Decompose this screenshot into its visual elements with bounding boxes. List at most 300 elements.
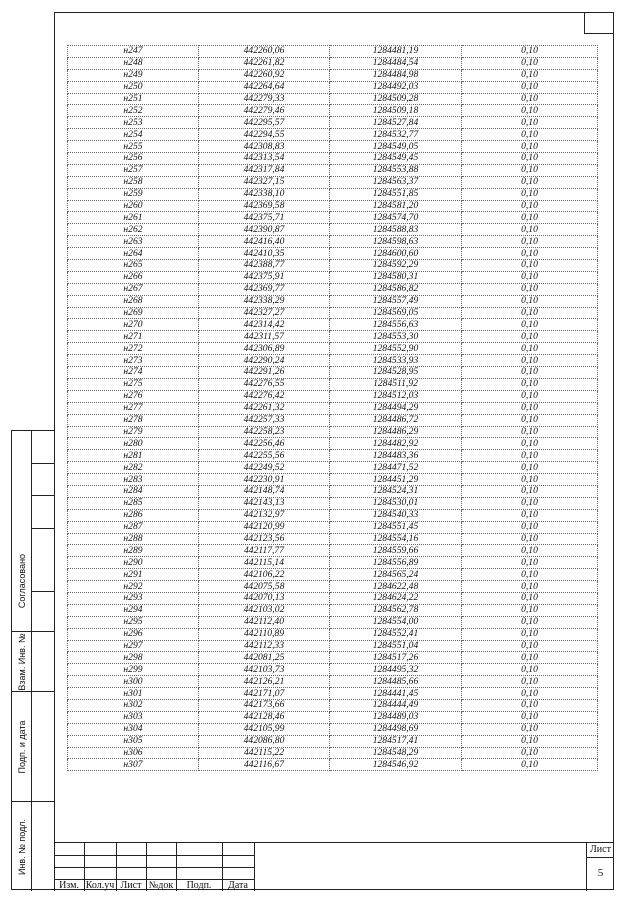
sheet-label: Лист bbox=[590, 844, 611, 855]
y-coord-cell: 1284527,84 bbox=[330, 117, 462, 129]
y-coord-cell: 1284517,41 bbox=[330, 735, 462, 747]
corner-box bbox=[584, 12, 614, 34]
x-coord-cell: 442255,56 bbox=[199, 450, 330, 462]
x-coord-cell: 442173,66 bbox=[199, 699, 330, 711]
y-coord-cell: 1284517,26 bbox=[330, 652, 462, 664]
table-row bbox=[68, 569, 598, 581]
table-row bbox=[68, 509, 598, 521]
accuracy-cell: 0,10 bbox=[462, 735, 598, 747]
accuracy-cell: 0,10 bbox=[462, 212, 598, 224]
x-coord-cell: 442105,99 bbox=[199, 723, 330, 735]
point-name-cell: н283 bbox=[68, 474, 199, 486]
accuracy-cell: 0,10 bbox=[462, 141, 598, 153]
x-coord-cell: 442116,67 bbox=[199, 759, 330, 771]
y-coord-cell: 1284624,22 bbox=[330, 592, 462, 604]
y-coord-cell: 1284556,63 bbox=[330, 319, 462, 331]
side-stamp bbox=[11, 430, 54, 890]
point-name-cell: н279 bbox=[68, 426, 199, 438]
x-coord-cell: 442375,71 bbox=[199, 212, 330, 224]
table-row bbox=[68, 153, 598, 165]
y-coord-cell: 1284471,52 bbox=[330, 462, 462, 474]
accuracy-cell: 0,10 bbox=[462, 295, 598, 307]
y-coord-cell: 1284569,05 bbox=[330, 307, 462, 319]
point-name-cell: н249 bbox=[68, 69, 199, 81]
x-coord-cell: 442106,22 bbox=[199, 569, 330, 581]
x-coord-cell: 442070,13 bbox=[199, 592, 330, 604]
point-name-cell: н304 bbox=[68, 723, 199, 735]
x-coord-cell: 442115,22 bbox=[199, 747, 330, 759]
table-row bbox=[68, 604, 598, 616]
point-name-cell: н273 bbox=[68, 355, 199, 367]
table-row bbox=[68, 485, 598, 497]
y-coord-cell: 1284511,92 bbox=[330, 378, 462, 390]
x-coord-cell: 442375,91 bbox=[199, 271, 330, 283]
accuracy-cell: 0,10 bbox=[462, 462, 598, 474]
table-row bbox=[68, 271, 598, 283]
accuracy-cell: 0,10 bbox=[462, 711, 598, 723]
table-row bbox=[68, 69, 598, 81]
y-coord-cell: 1284528,95 bbox=[330, 367, 462, 379]
accuracy-cell: 0,10 bbox=[462, 569, 598, 581]
table-row bbox=[68, 747, 598, 759]
accuracy-cell: 0,10 bbox=[462, 236, 598, 248]
x-coord-cell: 442294,55 bbox=[199, 129, 330, 141]
y-coord-cell: 1284484,54 bbox=[330, 57, 462, 69]
x-coord-cell: 442123,56 bbox=[199, 533, 330, 545]
accuracy-cell: 0,10 bbox=[462, 723, 598, 735]
x-coord-cell: 442148,74 bbox=[199, 485, 330, 497]
accuracy-cell: 0,10 bbox=[462, 509, 598, 521]
point-name-cell: н267 bbox=[68, 283, 199, 295]
x-coord-cell: 442256,46 bbox=[199, 438, 330, 450]
y-coord-cell: 1284553,88 bbox=[330, 164, 462, 176]
table-row bbox=[68, 699, 598, 711]
point-name-cell: н298 bbox=[68, 652, 199, 664]
point-name-cell: н252 bbox=[68, 105, 199, 117]
point-name-cell: н272 bbox=[68, 343, 199, 355]
point-name-cell: н266 bbox=[68, 271, 199, 283]
x-coord-cell: 442390,87 bbox=[199, 224, 330, 236]
accuracy-cell: 0,10 bbox=[462, 378, 598, 390]
x-coord-cell: 442279,46 bbox=[199, 105, 330, 117]
x-coord-cell: 442171,07 bbox=[199, 688, 330, 700]
x-coord-cell: 442308,83 bbox=[199, 141, 330, 153]
y-coord-cell: 1284574,70 bbox=[330, 212, 462, 224]
x-coord-cell: 442276,55 bbox=[199, 378, 330, 390]
accuracy-cell: 0,10 bbox=[462, 676, 598, 688]
table-row bbox=[68, 533, 598, 545]
y-coord-cell: 1284486,72 bbox=[330, 414, 462, 426]
point-name-cell: н254 bbox=[68, 129, 199, 141]
point-name-cell: н286 bbox=[68, 509, 199, 521]
point-name-cell: н261 bbox=[68, 212, 199, 224]
point-name-cell: н264 bbox=[68, 248, 199, 260]
point-name-cell: н292 bbox=[68, 581, 199, 593]
y-coord-cell: 1284551,45 bbox=[330, 521, 462, 533]
accuracy-cell: 0,10 bbox=[462, 367, 598, 379]
accuracy-cell: 0,10 bbox=[462, 485, 598, 497]
accuracy-cell: 0,10 bbox=[462, 497, 598, 509]
x-coord-cell: 442230,91 bbox=[199, 474, 330, 486]
accuracy-cell: 0,10 bbox=[462, 521, 598, 533]
table-row bbox=[68, 236, 598, 248]
accuracy-cell: 0,10 bbox=[462, 604, 598, 616]
header-sheet: Лист bbox=[120, 880, 142, 891]
accuracy-cell: 0,10 bbox=[462, 176, 598, 188]
table-row bbox=[68, 343, 598, 355]
x-coord-cell: 442075,58 bbox=[199, 581, 330, 593]
table-row bbox=[68, 390, 598, 402]
table-row bbox=[68, 117, 598, 129]
accuracy-cell: 0,10 bbox=[462, 307, 598, 319]
x-coord-cell: 442103,02 bbox=[199, 604, 330, 616]
x-coord-cell: 442291,26 bbox=[199, 367, 330, 379]
accuracy-cell: 0,10 bbox=[462, 450, 598, 462]
point-name-cell: н299 bbox=[68, 664, 199, 676]
point-name-cell: н258 bbox=[68, 176, 199, 188]
y-coord-cell: 1284512,03 bbox=[330, 390, 462, 402]
accuracy-cell: 0,10 bbox=[462, 283, 598, 295]
y-coord-cell: 1284552,41 bbox=[330, 628, 462, 640]
y-coord-cell: 1284551,04 bbox=[330, 640, 462, 652]
y-coord-cell: 1284600,60 bbox=[330, 248, 462, 260]
point-name-cell: н301 bbox=[68, 688, 199, 700]
y-coord-cell: 1284554,16 bbox=[330, 533, 462, 545]
y-coord-cell: 1284524,31 bbox=[330, 485, 462, 497]
y-coord-cell: 1284592,29 bbox=[330, 260, 462, 272]
x-coord-cell: 442126,21 bbox=[199, 676, 330, 688]
table-row bbox=[68, 212, 598, 224]
point-name-cell: н289 bbox=[68, 545, 199, 557]
x-coord-cell: 442110,89 bbox=[199, 628, 330, 640]
point-name-cell: н294 bbox=[68, 604, 199, 616]
x-coord-cell: 442276,42 bbox=[199, 390, 330, 402]
y-coord-cell: 1284559,66 bbox=[330, 545, 462, 557]
table-row bbox=[68, 628, 598, 640]
x-coord-cell: 442120,99 bbox=[199, 521, 330, 533]
point-name-cell: н247 bbox=[68, 46, 199, 58]
x-coord-cell: 442279,33 bbox=[199, 93, 330, 105]
accuracy-cell: 0,10 bbox=[462, 414, 598, 426]
inv-replace-cell bbox=[12, 631, 55, 691]
y-coord-cell: 1284482,92 bbox=[330, 438, 462, 450]
accuracy-cell: 0,10 bbox=[462, 474, 598, 486]
table-row bbox=[68, 592, 598, 604]
x-coord-cell: 442314,42 bbox=[199, 319, 330, 331]
x-coord-cell: 442257,33 bbox=[199, 414, 330, 426]
y-coord-cell: 1284509,28 bbox=[330, 93, 462, 105]
point-name-cell: н275 bbox=[68, 378, 199, 390]
accuracy-cell: 0,10 bbox=[462, 117, 598, 129]
inv-replace-label: Взам. Инв. № bbox=[16, 632, 27, 691]
accuracy-cell: 0,10 bbox=[462, 699, 598, 711]
point-name-cell: н276 bbox=[68, 390, 199, 402]
x-coord-cell: 442290,24 bbox=[199, 355, 330, 367]
y-coord-cell: 1284481,19 bbox=[330, 46, 462, 58]
page-frame bbox=[54, 12, 614, 890]
y-coord-cell: 1284581,20 bbox=[330, 200, 462, 212]
point-name-cell: н277 bbox=[68, 402, 199, 414]
point-name-cell: н290 bbox=[68, 557, 199, 569]
accuracy-cell: 0,10 bbox=[462, 640, 598, 652]
x-coord-cell: 442128,46 bbox=[199, 711, 330, 723]
accuracy-cell: 0,10 bbox=[462, 426, 598, 438]
y-coord-cell: 1284489,03 bbox=[330, 711, 462, 723]
accuracy-cell: 0,10 bbox=[462, 188, 598, 200]
y-coord-cell: 1284552,90 bbox=[330, 343, 462, 355]
x-coord-cell: 442261,82 bbox=[199, 57, 330, 69]
title-block bbox=[54, 842, 614, 890]
point-name-cell: н293 bbox=[68, 592, 199, 604]
table-row bbox=[68, 688, 598, 700]
accuracy-cell: 0,10 bbox=[462, 664, 598, 676]
accuracy-cell: 0,10 bbox=[462, 533, 598, 545]
point-name-cell: н270 bbox=[68, 319, 199, 331]
y-coord-cell: 1284441,45 bbox=[330, 688, 462, 700]
table-row bbox=[68, 557, 598, 569]
y-coord-cell: 1284483,36 bbox=[330, 450, 462, 462]
y-coord-cell: 1284580,31 bbox=[330, 271, 462, 283]
revision-grid bbox=[54, 843, 254, 891]
x-coord-cell: 442260,92 bbox=[199, 69, 330, 81]
x-coord-cell: 442311,57 bbox=[199, 331, 330, 343]
table-row bbox=[68, 450, 598, 462]
table-row bbox=[68, 474, 598, 486]
accuracy-cell: 0,10 bbox=[462, 81, 598, 93]
table-row bbox=[68, 676, 598, 688]
sheet-box bbox=[586, 843, 614, 891]
x-coord-cell: 442317,84 bbox=[199, 164, 330, 176]
accuracy-cell: 0,10 bbox=[462, 759, 598, 771]
accuracy-cell: 0,10 bbox=[462, 747, 598, 759]
inv-replace-value bbox=[32, 632, 55, 691]
y-coord-cell: 1284551,85 bbox=[330, 188, 462, 200]
table-row bbox=[68, 616, 598, 628]
x-coord-cell: 442416,40 bbox=[199, 236, 330, 248]
table-row bbox=[68, 81, 598, 93]
table-row bbox=[68, 581, 598, 593]
accuracy-cell: 0,10 bbox=[462, 271, 598, 283]
agreed-cell bbox=[12, 431, 55, 631]
x-coord-cell: 442388,77 bbox=[199, 260, 330, 272]
y-coord-cell: 1284540,33 bbox=[330, 509, 462, 521]
y-coord-cell: 1284444,49 bbox=[330, 699, 462, 711]
table-row bbox=[68, 462, 598, 474]
y-coord-cell: 1284549,05 bbox=[330, 141, 462, 153]
y-coord-cell: 1284549,45 bbox=[330, 153, 462, 165]
inv-orig-label: Инв. № подл. bbox=[16, 818, 27, 875]
table-row bbox=[68, 652, 598, 664]
y-coord-cell: 1284563,37 bbox=[330, 176, 462, 188]
y-coord-cell: 1284548,29 bbox=[330, 747, 462, 759]
y-coord-cell: 1284494,29 bbox=[330, 402, 462, 414]
table-row bbox=[68, 129, 598, 141]
point-name-cell: н250 bbox=[68, 81, 199, 93]
x-coord-cell: 442081,25 bbox=[199, 652, 330, 664]
y-coord-cell: 1284586,82 bbox=[330, 283, 462, 295]
point-name-cell: н248 bbox=[68, 57, 199, 69]
table-row bbox=[68, 355, 598, 367]
accuracy-cell: 0,10 bbox=[462, 545, 598, 557]
point-name-cell: н255 bbox=[68, 141, 199, 153]
point-name-cell: н253 bbox=[68, 117, 199, 129]
header-change: Изм. bbox=[59, 880, 79, 891]
accuracy-cell: 0,10 bbox=[462, 93, 598, 105]
table-row bbox=[68, 46, 598, 58]
accuracy-cell: 0,10 bbox=[462, 69, 598, 81]
point-name-cell: н271 bbox=[68, 331, 199, 343]
accuracy-cell: 0,10 bbox=[462, 557, 598, 569]
table-row bbox=[68, 367, 598, 379]
sign-date-value bbox=[32, 692, 55, 801]
table-row bbox=[68, 414, 598, 426]
accuracy-cell: 0,10 bbox=[462, 343, 598, 355]
y-coord-cell: 1284556,89 bbox=[330, 557, 462, 569]
table-row bbox=[68, 426, 598, 438]
table-row bbox=[68, 735, 598, 747]
x-coord-cell: 442260,06 bbox=[199, 46, 330, 58]
table-row bbox=[68, 200, 598, 212]
x-coord-cell: 442086,80 bbox=[199, 735, 330, 747]
accuracy-cell: 0,10 bbox=[462, 592, 598, 604]
header-count: Кол.уч bbox=[85, 880, 115, 891]
y-coord-cell: 1284565,24 bbox=[330, 569, 462, 581]
accuracy-cell: 0,10 bbox=[462, 129, 598, 141]
accuracy-cell: 0,10 bbox=[462, 581, 598, 593]
y-coord-cell: 1284509,18 bbox=[330, 105, 462, 117]
x-coord-cell: 442369,58 bbox=[199, 200, 330, 212]
table-row bbox=[68, 224, 598, 236]
table-row bbox=[68, 438, 598, 450]
table-row bbox=[68, 759, 598, 771]
y-coord-cell: 1284485,66 bbox=[330, 676, 462, 688]
point-name-cell: н307 bbox=[68, 759, 199, 771]
table-row bbox=[68, 105, 598, 117]
x-coord-cell: 442369,77 bbox=[199, 283, 330, 295]
table-row bbox=[68, 664, 598, 676]
point-name-cell: н259 bbox=[68, 188, 199, 200]
point-name-cell: н297 bbox=[68, 640, 199, 652]
accuracy-cell: 0,10 bbox=[462, 438, 598, 450]
header-date: Дата bbox=[228, 880, 248, 891]
x-coord-cell: 442258,23 bbox=[199, 426, 330, 438]
x-coord-cell: 442338,29 bbox=[199, 295, 330, 307]
x-coord-cell: 442132,97 bbox=[199, 509, 330, 521]
table-row bbox=[68, 164, 598, 176]
y-coord-cell: 1284486,29 bbox=[330, 426, 462, 438]
agreed-label: Согласовано bbox=[16, 553, 27, 609]
point-name-cell: н295 bbox=[68, 616, 199, 628]
coordinates-table bbox=[67, 45, 598, 771]
point-name-cell: н300 bbox=[68, 676, 199, 688]
header-sign: Подп. bbox=[186, 880, 212, 891]
table-row bbox=[68, 307, 598, 319]
accuracy-cell: 0,10 bbox=[462, 390, 598, 402]
table-row bbox=[68, 283, 598, 295]
point-name-cell: н306 bbox=[68, 747, 199, 759]
accuracy-cell: 0,10 bbox=[462, 46, 598, 58]
point-name-cell: н303 bbox=[68, 711, 199, 723]
x-coord-cell: 442143,13 bbox=[199, 497, 330, 509]
table-row bbox=[68, 545, 598, 557]
accuracy-cell: 0,10 bbox=[462, 164, 598, 176]
agreed-label-box bbox=[12, 431, 32, 631]
x-coord-cell: 442264,64 bbox=[199, 81, 330, 93]
x-coord-cell: 442410,35 bbox=[199, 248, 330, 260]
accuracy-cell: 0,10 bbox=[462, 200, 598, 212]
x-coord-cell: 442338,10 bbox=[199, 188, 330, 200]
table-row bbox=[68, 188, 598, 200]
y-coord-cell: 1284562,78 bbox=[330, 604, 462, 616]
accuracy-cell: 0,10 bbox=[462, 628, 598, 640]
table-row bbox=[68, 711, 598, 723]
x-coord-cell: 442313,54 bbox=[199, 153, 330, 165]
x-coord-cell: 442115,14 bbox=[199, 557, 330, 569]
table-row bbox=[68, 640, 598, 652]
x-coord-cell: 442261,32 bbox=[199, 402, 330, 414]
y-coord-cell: 1284451,29 bbox=[330, 474, 462, 486]
table-row bbox=[68, 93, 598, 105]
table-row bbox=[68, 176, 598, 188]
table-row bbox=[68, 295, 598, 307]
point-name-cell: н256 bbox=[68, 153, 199, 165]
point-name-cell: н284 bbox=[68, 485, 199, 497]
sign-date-cell bbox=[12, 691, 55, 801]
point-name-cell: н288 bbox=[68, 533, 199, 545]
x-coord-cell: 442117,77 bbox=[199, 545, 330, 557]
accuracy-cell: 0,10 bbox=[462, 153, 598, 165]
point-name-cell: н262 bbox=[68, 224, 199, 236]
point-name-cell: н296 bbox=[68, 628, 199, 640]
x-coord-cell: 442327,15 bbox=[199, 176, 330, 188]
accuracy-cell: 0,10 bbox=[462, 355, 598, 367]
point-name-cell: н280 bbox=[68, 438, 199, 450]
y-coord-cell: 1284598,63 bbox=[330, 236, 462, 248]
accuracy-cell: 0,10 bbox=[462, 105, 598, 117]
x-coord-cell: 442103,73 bbox=[199, 664, 330, 676]
y-coord-cell: 1284498,69 bbox=[330, 723, 462, 735]
y-coord-cell: 1284492,03 bbox=[330, 81, 462, 93]
accuracy-cell: 0,10 bbox=[462, 57, 598, 69]
y-coord-cell: 1284532,77 bbox=[330, 129, 462, 141]
point-name-cell: н251 bbox=[68, 93, 199, 105]
y-coord-cell: 1284530,01 bbox=[330, 497, 462, 509]
accuracy-cell: 0,10 bbox=[462, 224, 598, 236]
point-name-cell: н268 bbox=[68, 295, 199, 307]
inv-orig-value bbox=[32, 802, 55, 891]
point-name-cell: н257 bbox=[68, 164, 199, 176]
accuracy-cell: 0,10 bbox=[462, 402, 598, 414]
table-row bbox=[68, 331, 598, 343]
point-name-cell: н274 bbox=[68, 367, 199, 379]
accuracy-cell: 0,10 bbox=[462, 616, 598, 628]
point-name-cell: н281 bbox=[68, 450, 199, 462]
point-name-cell: н305 bbox=[68, 735, 199, 747]
x-coord-cell: 442112,40 bbox=[199, 616, 330, 628]
agreed-value bbox=[32, 431, 55, 631]
table-row bbox=[68, 319, 598, 331]
y-coord-cell: 1284484,98 bbox=[330, 69, 462, 81]
point-name-cell: н269 bbox=[68, 307, 199, 319]
table-row bbox=[68, 402, 598, 414]
point-name-cell: н265 bbox=[68, 260, 199, 272]
point-name-cell: н260 bbox=[68, 200, 199, 212]
point-name-cell: н278 bbox=[68, 414, 199, 426]
point-name-cell: н263 bbox=[68, 236, 199, 248]
sign-date-label: Подп. и дата bbox=[16, 719, 27, 774]
point-name-cell: н302 bbox=[68, 699, 199, 711]
x-coord-cell: 442306,89 bbox=[199, 343, 330, 355]
